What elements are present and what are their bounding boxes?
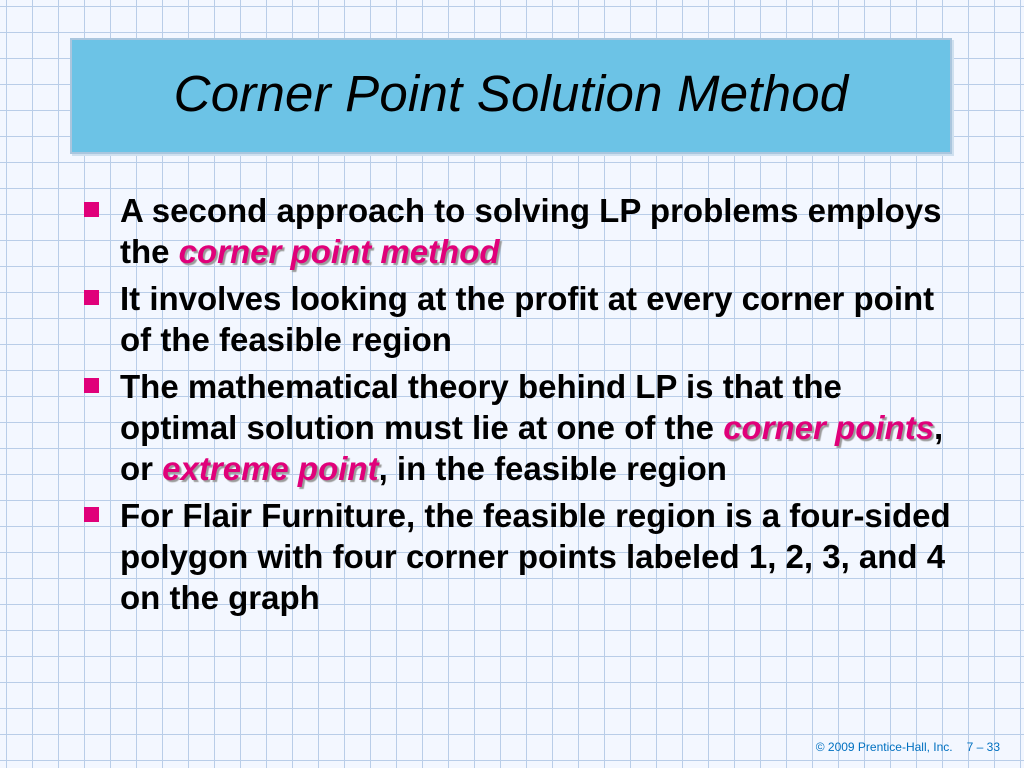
bullet-text: The mathematical theory behind LP is that the optimal solution must lie at one of the [120,368,842,446]
highlighted-term: corner points [723,409,935,446]
bullet-item [80,495,960,618]
bullet-text: A second approach to solving LP problems employs the [120,192,942,270]
bullet-text: , in the feasible region [378,450,727,487]
bullet-item [80,366,960,489]
square-bullet-icon [84,507,99,522]
bullet-item [80,190,960,272]
title-banner [70,38,952,154]
slide-title: Corner Point Solution Method [173,64,849,122]
bullet-list [80,190,960,624]
slide-number: 7 – 33 [966,740,1000,754]
copyright-notice: © 2009 Prentice-Hall, Inc. [815,740,953,754]
bullet-text: , or [120,409,944,487]
square-bullet-icon [84,378,99,393]
highlighted-term: corner point method [178,233,500,270]
bullet-text: It involves looking at the profit at every corner point of the feasible region [120,280,935,358]
square-bullet-icon [84,290,99,305]
bullet-text: For Flair Furniture, the feasible region is a four-sided polygon with four corner points labeled 1, 2, 3, and 4 on the graph [120,497,951,616]
bullet-item [80,278,960,360]
highlighted-term: extreme point [162,450,379,487]
slide-footer [816,740,1000,754]
square-bullet-icon [84,202,99,217]
